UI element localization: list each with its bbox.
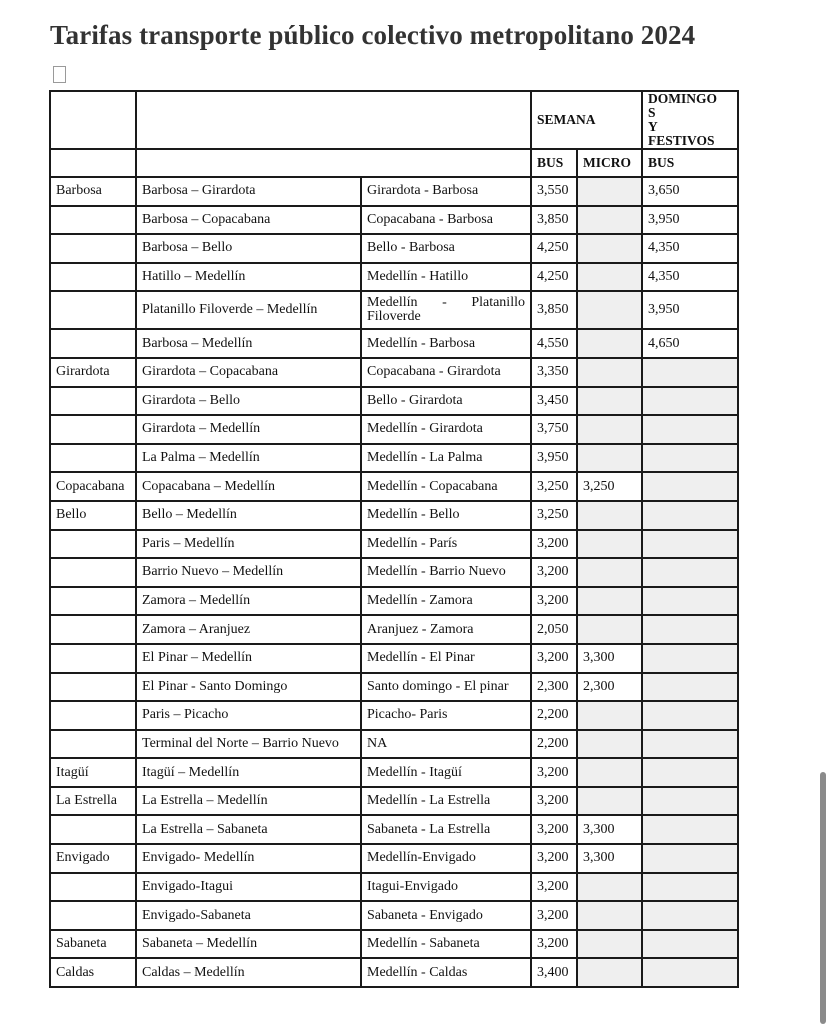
micro-fare-cell [577,758,642,787]
bus-fare-cell: 3,200 [531,644,577,673]
ruta-cell: Barbosa – Copacabana [136,206,361,235]
ruta-cell: Envigado-Sabaneta [136,901,361,930]
municipio-cell: Itagüí [50,758,136,787]
bus-fare-cell: 2,300 [531,673,577,702]
domingo-fare-cell [642,758,738,787]
table-row [50,673,738,702]
municipio-cell: Bello [50,501,136,530]
table-row [50,930,738,959]
header-empty-cell [136,149,531,177]
header-domingo-line2b: Y [648,119,658,134]
micro-fare-cell [577,444,642,473]
retorno-cell: Medellín - La Estrella [361,787,531,816]
municipio-cell [50,901,136,930]
bus-fare-cell: 4,250 [531,234,577,263]
ruta-cell: Caldas – Medellín [136,958,361,987]
micro-fare-cell [577,615,642,644]
bus-fare-cell: 3,200 [531,530,577,559]
municipio-cell: Envigado [50,844,136,873]
table-row [50,358,738,387]
bus-fare-cell: 3,200 [531,758,577,787]
ruta-cell: Girardota – Medellín [136,415,361,444]
domingo-fare-cell [642,901,738,930]
bus-fare-cell: 3,850 [531,206,577,235]
table-row [50,644,738,673]
header-domingos-festivos [642,91,738,149]
bus-fare-cell: 4,550 [531,329,577,358]
retorno-cell: Medellín - Caldas [361,958,531,987]
municipio-cell [50,530,136,559]
table-row [50,501,738,530]
municipio-cell [50,415,136,444]
table-row [50,530,738,559]
micro-fare-cell: 3,300 [577,644,642,673]
retorno-cell: Medellín - París [361,530,531,559]
micro-fare-cell [577,873,642,902]
micro-fare-cell [577,415,642,444]
retorno-cell: Sabaneta - Envigado [361,901,531,930]
municipio-cell [50,587,136,616]
header-semana: SEMANA [531,91,642,149]
retorno-cell: Sabaneta - La Estrella [361,815,531,844]
header-row-2 [50,149,738,177]
domingo-fare-cell [642,701,738,730]
ruta-cell: Sabaneta – Medellín [136,930,361,959]
domingo-fare-cell: 4,650 [642,329,738,358]
ruta-cell: La Estrella – Medellín [136,787,361,816]
table-row [50,263,738,292]
ruta-cell: Bello – Medellín [136,501,361,530]
micro-fare-cell [577,901,642,930]
bus-fare-cell: 3,200 [531,844,577,873]
bus-fare-cell: 3,200 [531,815,577,844]
municipio-cell: Copacabana [50,472,136,501]
ruta-cell: La Palma – Medellín [136,444,361,473]
micro-fare-cell: 3,300 [577,844,642,873]
micro-fare-cell [577,291,642,329]
image-placeholder-icon [53,66,66,83]
micro-fare-cell [577,263,642,292]
retorno-word: - [442,295,447,311]
domingo-fare-cell [642,873,738,902]
municipio-cell [50,673,136,702]
retorno-word: Medellín [367,295,418,311]
table-row [50,387,738,416]
retorno-cell: Medellín - Bello [361,501,531,530]
bus-fare-cell: 3,350 [531,358,577,387]
municipio-cell [50,815,136,844]
retorno-cell: Copacabana - Barbosa [361,206,531,235]
domingo-fare-cell [642,415,738,444]
micro-fare-cell: 3,250 [577,472,642,501]
header-micro: MICRO [577,149,642,177]
domingo-fare-cell [642,387,738,416]
retorno-cell: Medellín-Envigado [361,844,531,873]
bus-fare-cell: 3,200 [531,787,577,816]
municipio-cell [50,444,136,473]
header-domingo-line3: FESTIVOS [648,133,715,148]
ruta-cell: Envigado- Medellín [136,844,361,873]
retorno-cell: Medellín - Girardota [361,415,531,444]
domingo-fare-cell [642,472,738,501]
table-row [50,758,738,787]
domingo-fare-cell [642,930,738,959]
retorno-cell: Girardota - Barbosa [361,177,531,206]
retorno-cell: Itagui-Envigado [361,873,531,902]
retorno-cell: Medellín - Zamora [361,587,531,616]
ruta-cell: Paris – Medellín [136,530,361,559]
municipio-cell: La Estrella [50,787,136,816]
micro-fare-cell [577,958,642,987]
retorno-cell: Medellín - Copacabana [361,472,531,501]
domingo-fare-cell: 3,950 [642,206,738,235]
municipio-cell [50,730,136,759]
bus-fare-cell: 3,250 [531,501,577,530]
retorno-cell: Medellín - La Palma [361,444,531,473]
domingo-fare-cell [642,815,738,844]
table-row [50,844,738,873]
bus-fare-cell: 3,200 [531,901,577,930]
retorno-cell: Aranjuez - Zamora [361,615,531,644]
retorno-word: Platanillo [471,295,525,311]
ruta-cell: Girardota – Bello [136,387,361,416]
retorno-cell [361,291,531,329]
ruta-cell: Itagüí – Medellín [136,758,361,787]
domingo-fare-cell [642,587,738,616]
municipio-cell [50,558,136,587]
table-row [50,958,738,987]
ruta-cell: Terminal del Norte – Barrio Nuevo [136,730,361,759]
domingo-fare-cell [642,615,738,644]
table-row [50,901,738,930]
ruta-cell: Zamora – Medellín [136,587,361,616]
header-domingo-line2 [648,106,732,134]
header-domingo-line1: DOMINGO [648,91,718,106]
header-domingo-line2a: S [648,105,656,120]
retorno-cell: Santo domingo - El pinar [361,673,531,702]
micro-fare-cell [577,501,642,530]
municipio-cell: Girardota [50,358,136,387]
domingo-fare-cell: 3,950 [642,291,738,329]
retorno-cell: Bello - Barbosa [361,234,531,263]
bus-fare-cell: 3,200 [531,930,577,959]
table-row [50,815,738,844]
bus-fare-cell: 3,250 [531,472,577,501]
table-row [50,206,738,235]
domingo-fare-cell [642,958,738,987]
table-row [50,615,738,644]
domingo-fare-cell [642,730,738,759]
retorno-line1 [367,296,525,310]
bus-fare-cell: 2,050 [531,615,577,644]
domingo-fare-cell [642,530,738,559]
header-empty-cell [136,91,531,149]
retorno-cell: Medellín - Barrio Nuevo [361,558,531,587]
municipio-cell [50,387,136,416]
table-row [50,329,738,358]
ruta-cell: Paris – Picacho [136,701,361,730]
domingo-fare-cell [642,501,738,530]
micro-fare-cell [577,234,642,263]
municipio-cell [50,644,136,673]
domingo-fare-cell [642,644,738,673]
micro-fare-cell [577,206,642,235]
ruta-cell: Barbosa – Bello [136,234,361,263]
micro-fare-cell [577,558,642,587]
municipio-cell [50,873,136,902]
domingo-fare-cell: 4,350 [642,234,738,263]
table-row [50,444,738,473]
micro-fare-cell [577,701,642,730]
micro-fare-cell [577,329,642,358]
table-row [50,730,738,759]
table-row [50,291,738,329]
retorno-line2: Filoverde [367,309,421,325]
bus-fare-cell: 3,550 [531,177,577,206]
micro-fare-cell: 3,300 [577,815,642,844]
ruta-cell: La Estrella – Sabaneta [136,815,361,844]
scrollbar[interactable] [820,772,826,1024]
ruta-cell: Envigado-Itagui [136,873,361,902]
bus-fare-cell: 3,200 [531,558,577,587]
municipio-cell: Barbosa [50,177,136,206]
domingo-fare-cell [642,673,738,702]
domingo-fare-cell [642,444,738,473]
ruta-cell: El Pinar – Medellín [136,644,361,673]
bus-fare-cell: 2,200 [531,701,577,730]
retorno-cell: Medellín - Sabaneta [361,930,531,959]
municipio-cell [50,701,136,730]
bus-fare-cell: 4,250 [531,263,577,292]
micro-fare-cell [577,730,642,759]
bus-fare-cell: 3,950 [531,444,577,473]
table-row [50,873,738,902]
retorno-cell: Bello - Girardota [361,387,531,416]
header-row-1 [50,91,738,149]
table-row [50,701,738,730]
bus-fare-cell: 3,750 [531,415,577,444]
municipio-cell: Sabaneta [50,930,136,959]
municipio-cell [50,615,136,644]
table-row [50,177,738,206]
bus-fare-cell: 2,200 [531,730,577,759]
bus-fare-cell: 3,200 [531,587,577,616]
header-bus: BUS [531,149,577,177]
page-title: Tarifas transporte público colectivo metropolitano 2024 [50,20,696,50]
header-empty-cell [50,91,136,149]
retorno-cell: NA [361,730,531,759]
micro-fare-cell [577,787,642,816]
municipio-cell [50,263,136,292]
ruta-cell: Girardota – Copacabana [136,358,361,387]
bus-fare-cell: 3,200 [531,873,577,902]
micro-fare-cell [577,387,642,416]
retorno-cell: Medellín - El Pinar [361,644,531,673]
micro-fare-cell [577,358,642,387]
micro-fare-cell: 2,300 [577,673,642,702]
micro-fare-cell [577,930,642,959]
bus-fare-cell: 3,400 [531,958,577,987]
domingo-fare-cell: 3,650 [642,177,738,206]
municipio-cell [50,329,136,358]
domingo-fare-cell [642,787,738,816]
domingo-fare-cell [642,844,738,873]
ruta-cell: Copacabana – Medellín [136,472,361,501]
ruta-cell: Platanillo Filoverde – Medellín [136,291,361,329]
retorno-cell: Copacabana - Girardota [361,358,531,387]
micro-fare-cell [577,530,642,559]
municipio-cell: Caldas [50,958,136,987]
domingo-fare-cell [642,558,738,587]
table-row [50,558,738,587]
header-bus-domingo: BUS [642,149,738,177]
retorno-cell: Medellín - Hatillo [361,263,531,292]
retorno-cell: Medellín - Barbosa [361,329,531,358]
bus-fare-cell: 3,450 [531,387,577,416]
domingo-fare-cell [642,358,738,387]
retorno-cell: Picacho- Paris [361,701,531,730]
fares-table [49,90,739,988]
ruta-cell: El Pinar - Santo Domingo [136,673,361,702]
domingo-fare-cell: 4,350 [642,263,738,292]
table-row [50,587,738,616]
micro-fare-cell [577,587,642,616]
ruta-cell: Barrio Nuevo – Medellín [136,558,361,587]
header-empty-cell [50,149,136,177]
micro-fare-cell [577,177,642,206]
ruta-cell: Hatillo – Medellín [136,263,361,292]
table-row [50,234,738,263]
municipio-cell [50,234,136,263]
table-row [50,415,738,444]
table-row [50,472,738,501]
retorno-cell: Medellín - Itagüí [361,758,531,787]
table-row [50,787,738,816]
ruta-cell: Zamora – Aranjuez [136,615,361,644]
ruta-cell: Barbosa – Girardota [136,177,361,206]
municipio-cell [50,206,136,235]
municipio-cell [50,291,136,329]
ruta-cell: Barbosa – Medellín [136,329,361,358]
bus-fare-cell: 3,850 [531,291,577,329]
